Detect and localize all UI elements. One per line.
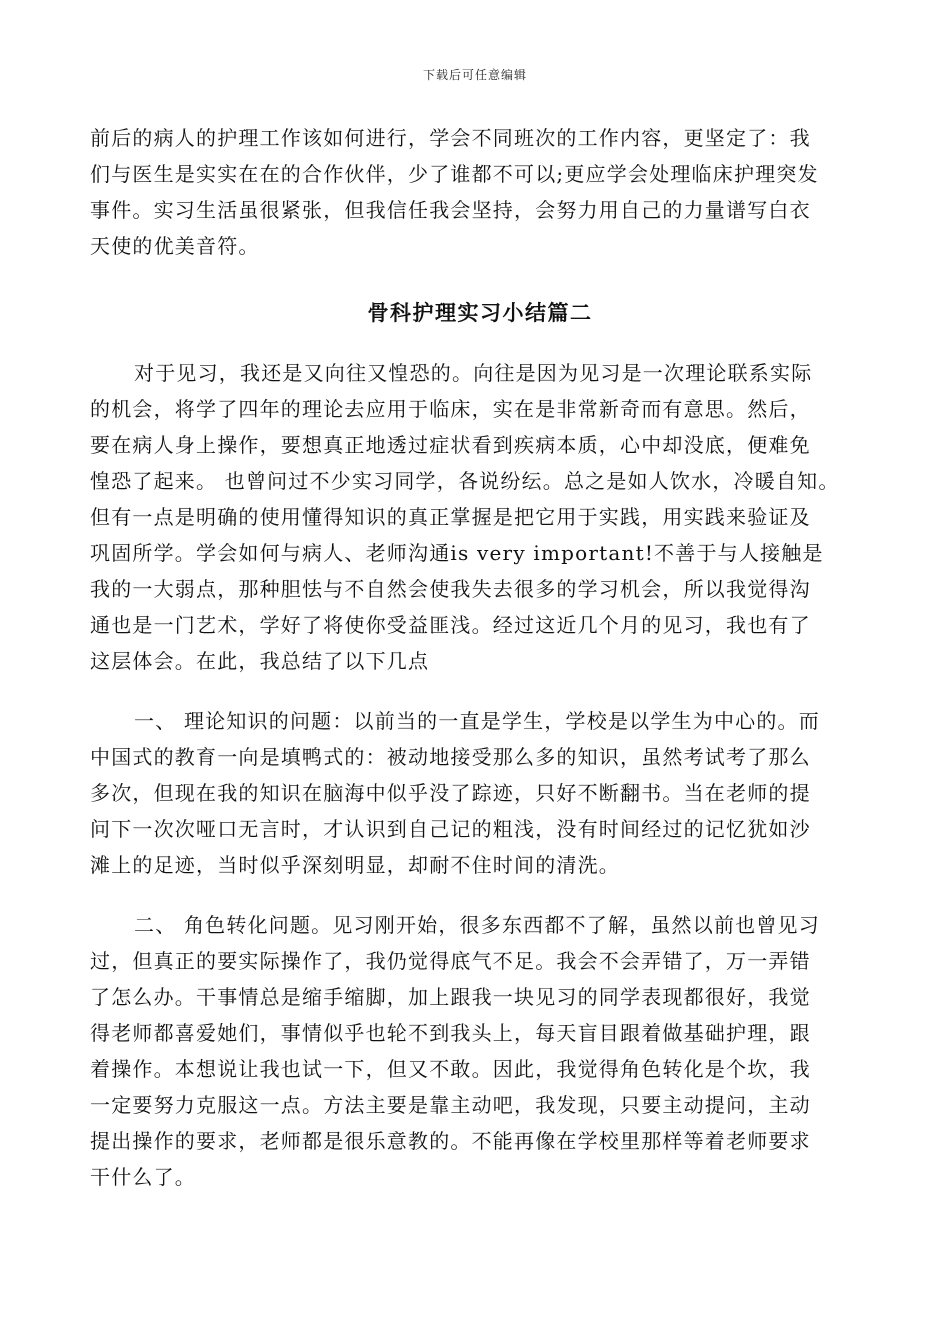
text-line: 我的一大弱点，那种胆怯与不自然会使我失去很多的学习机会，所以我觉得沟 [90, 577, 811, 601]
text-line: 了怎么办。干事情总是缩手缩脚，加上跟我一块见习的同学表现都很好，我觉 [90, 985, 811, 1009]
text-line: 但有一点是明确的使用懂得知识的真正掌握是把它用于实践，用实践来验证及 [90, 505, 811, 529]
text-line: 天使的优美音符。 [90, 234, 260, 258]
text-line: 这层体会。在此，我总结了以下几点 [90, 649, 430, 673]
text-line: 提出操作的要求，老师都是很乐意教的。不能再像在学校里那样等着老师要求 [90, 1129, 811, 1153]
text-line: 一、 理论知识的问题：以前当的一直是学生，学校是以学生为中心的。而 [134, 709, 820, 733]
paragraph-2 [90, 703, 870, 883]
text-line: 二、 角色转化问题。见习刚开始，很多东西都不了解，虽然以前也曾见习 [134, 913, 820, 937]
text-line: 事件。实习生活虽很紧张，但我信任我会坚持，会努力用自己的力量谱写白衣 [90, 198, 811, 222]
paragraph-3 [90, 907, 870, 1195]
paragraph-1 [90, 355, 870, 679]
text-line: 巩固所学。学会如何与病人、老师沟通is very important!不善于与人接触是 [90, 541, 824, 565]
text-line: 的机会，将学了四年的理论去应用于临床，实在是非常新奇而有意思。然后， [90, 397, 811, 421]
text-line: 惶恐了起来。 也曾问过不少实习同学，各说纷纭。总之是如人饮水，冷暖自知。 [90, 469, 840, 493]
text-line: 得老师都喜爱她们，事情似乎也轮不到我头上，每天盲目跟着做基础护理，跟 [90, 1021, 811, 1045]
text-line: 们与医生是实实在在的合作伙伴，少了谁都不可以;更应学会处理临床护理突发 [90, 162, 819, 186]
text-line: 中国式的教育一向是填鸭式的：被动地接受那么多的知识，虽然考试考了那么 [90, 745, 811, 769]
text-line: 多次，但现在我的知识在脑海中似乎没了踪迹，只好不断翻书。当在老师的提 [90, 781, 811, 805]
header-note: 下载后可任意编辑 [422, 68, 527, 82]
text-line: 一定要努力克服这一点。方法主要是靠主动吧，我发现，只要主动提问，主动 [90, 1093, 811, 1117]
text-line: 通也是一门艺术，学好了将使你受益匪浅。经过这近几个月的见习，我也有了 [90, 613, 811, 637]
text-line: 干什么了。 [90, 1165, 196, 1189]
text-line: 过，但真正的要实际操作了，我仍觉得底气不足。我会不会弄错了，万一弄错 [90, 949, 811, 973]
text-line: 前后的病人的护理工作该如何进行，学会不同班次的工作内容，更坚定了：我 [90, 126, 811, 150]
document-body [90, 120, 870, 1195]
section-title: 骨科护理实习小结篇二 [367, 300, 593, 325]
intro-paragraph [90, 120, 870, 264]
text-line: 滩上的足迹，当时似乎深刻明显，却耐不住时间的清洗。 [90, 853, 620, 877]
text-line: 着操作。本想说让我也试一下，但又不敢。因此，我觉得角色转化是个坎，我 [90, 1057, 811, 1081]
text-line: 对于见习，我还是又向往又惶恐的。向往是因为见习是一次理论联系实际 [134, 361, 813, 385]
text-line: 问下一次次哑口无言时，才认识到自己记的粗浅，没有时间经过的记忆犹如沙 [90, 817, 811, 841]
text-line: 要在病人身上操作，要想真正地透过症状看到疾病本质，心中却没底，便难免 [90, 433, 811, 457]
